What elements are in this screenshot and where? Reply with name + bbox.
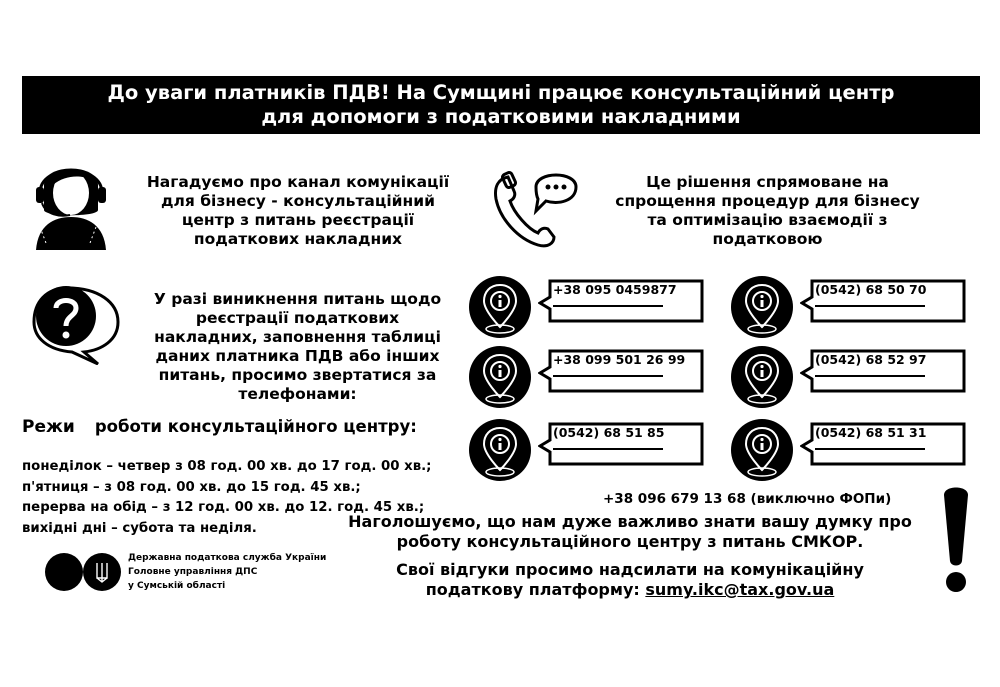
org-line-3: у Сумській області bbox=[128, 581, 226, 591]
phone-number[interactable]: +38 099 501 26 99 bbox=[553, 352, 686, 367]
header-banner bbox=[22, 76, 980, 134]
solution-line-2: спрощення процедур для бізнесу bbox=[615, 192, 920, 210]
notice-line-2: роботу консультаційного центру з питань СМКОР. bbox=[396, 532, 864, 551]
feedback-line-1: Свої відгуки просимо надсилати на комунікаційну bbox=[396, 560, 864, 579]
schedule-title-rest: роботи консультаційного центру: bbox=[94, 417, 417, 436]
phone-number[interactable]: (0542) 68 51 31 bbox=[815, 425, 927, 440]
notice-text bbox=[320, 512, 940, 552]
underline-decoration bbox=[815, 375, 925, 377]
phone-number[interactable]: (0542) 68 52 97 bbox=[815, 352, 927, 367]
question-line-1: У разі виникнення питань щодо bbox=[153, 290, 442, 308]
schedule-title bbox=[22, 417, 417, 437]
banner-line-2: для допомоги з податковими накладними bbox=[261, 105, 741, 128]
feedback-line-2-prefix: податкову платформу: bbox=[425, 580, 640, 599]
underline-decoration bbox=[553, 375, 663, 377]
question-text bbox=[115, 290, 480, 404]
reminder-text bbox=[118, 173, 478, 249]
org-line-1: Державна податкова служба України bbox=[128, 553, 327, 563]
banner-line-1: До уваги платників ПДВ! На Сумщині працює консультаційний центр bbox=[107, 81, 895, 104]
schedule-title-word-1: Режи bbox=[22, 417, 75, 437]
question-line-2: реєстрації податкових bbox=[195, 309, 400, 327]
info-location-pin-icon bbox=[468, 275, 532, 339]
feedback-email-link[interactable]: sumy.ikc@tax.gov.ua bbox=[645, 580, 835, 599]
feedback-text bbox=[330, 560, 930, 600]
solution-line-4: податковою bbox=[712, 230, 823, 248]
schedule-line: перерва на обід – з 12 год. 00 хв. до 12. год. 45 хв.; bbox=[22, 500, 425, 515]
question-bubble-icon bbox=[28, 280, 123, 365]
solution-text bbox=[590, 173, 945, 249]
exclamation-icon bbox=[938, 485, 974, 595]
info-location-pin-icon bbox=[730, 418, 794, 482]
question-line-3: накладних, заповнення таблиці bbox=[154, 328, 441, 346]
phone-card bbox=[730, 275, 970, 339]
underline-decoration bbox=[815, 305, 925, 307]
phone-number[interactable]: +38 095 0459877 bbox=[553, 282, 677, 297]
phone-card bbox=[730, 345, 970, 409]
underline-decoration bbox=[553, 305, 663, 307]
question-line-5: питань, просимо звертатися за bbox=[158, 366, 437, 384]
notice-line-1: Наголошуємо, що нам дуже важливо знати вашу думку про bbox=[348, 512, 912, 531]
info-location-pin-icon bbox=[730, 345, 794, 409]
phone-number[interactable]: (0542) 68 50 70 bbox=[815, 282, 927, 297]
reminder-line-1: Нагадуємо про канал комунікації bbox=[146, 173, 450, 191]
underline-decoration bbox=[815, 448, 925, 450]
underline-decoration bbox=[553, 448, 663, 450]
phone-number[interactable]: (0542) 68 51 85 bbox=[553, 425, 665, 440]
org-line-2: Головне управління ДПС bbox=[128, 567, 258, 577]
operator-headset-icon bbox=[26, 155, 116, 250]
schedule-line: вихідні дні – субота та неділя. bbox=[22, 520, 257, 536]
reminder-line-2: для бізнесу - консультаційний bbox=[161, 192, 435, 210]
phone-card bbox=[730, 418, 970, 482]
info-location-pin-icon bbox=[468, 345, 532, 409]
fop-phone: +38 096 679 13 68 (виключно ФОПи) bbox=[603, 491, 892, 507]
tax-service-logo bbox=[42, 552, 124, 592]
phone-card bbox=[468, 275, 708, 339]
reminder-line-3: центр з питань реєстрації bbox=[181, 211, 415, 229]
schedule-line: п'ятниця – з 08 год. 00 хв. до 15 год. 45 хв.; bbox=[22, 479, 361, 495]
phone-card bbox=[468, 345, 708, 409]
schedule-line: понеділок – четвер з 08 год. 00 хв. до 17 год. 00 хв.; bbox=[22, 459, 432, 474]
question-line-4: даних платника ПДВ або інших bbox=[155, 347, 440, 365]
question-line-6: телефонами: bbox=[238, 385, 357, 403]
phone-card bbox=[468, 418, 708, 482]
phone-chat-icon bbox=[488, 157, 583, 252]
info-location-pin-icon bbox=[468, 418, 532, 482]
solution-line-1: Це рішення спрямоване на bbox=[646, 173, 889, 191]
solution-line-3: та оптимізацію взаємодії з bbox=[647, 211, 888, 229]
info-location-pin-icon bbox=[730, 275, 794, 339]
organization-name bbox=[128, 551, 326, 593]
reminder-line-4: податкових накладних bbox=[193, 230, 403, 248]
